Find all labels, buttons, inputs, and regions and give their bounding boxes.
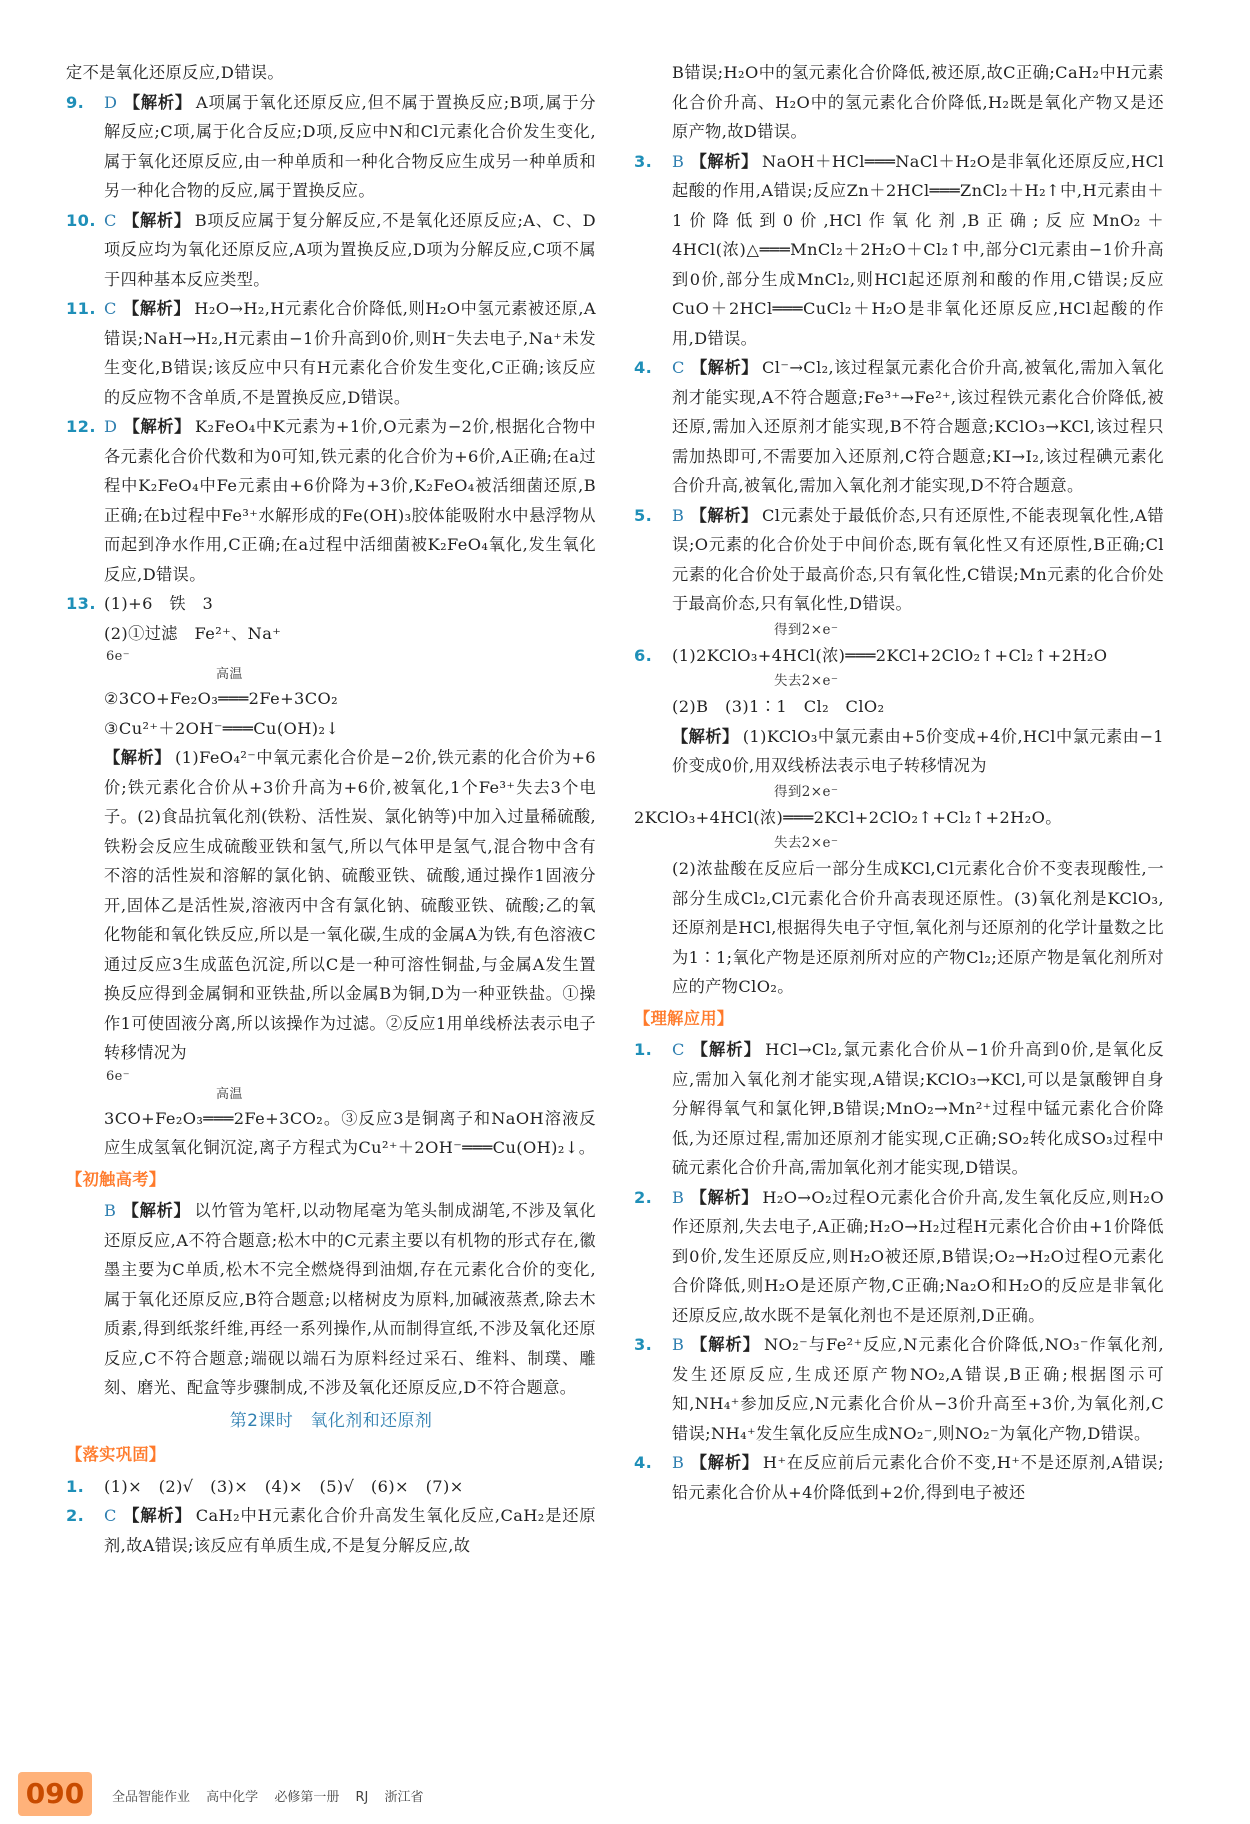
electron-loss-label: 失去2×e⁻ [774,835,839,851]
analysis-label: 【解析】 [690,1453,759,1472]
analysis-text: Cl元素处于最低价态,只有还原性,不能表现氧化性,A错误;O元素的化合价处于中间价态,既有氧化性又有还原性,B正确;Cl元素的化合价处于最高价态,只有氧化性,C错误;Mn元素的化合价处于最高价态,只有氧化性,D错误。 [672,505,1164,613]
question-number: 5. [634,505,653,525]
answer: B [672,1335,685,1354]
answer-part-2: (2)B (3)1∶1 Cl₂ ClO₂ [672,697,885,716]
answer: C [672,358,685,377]
question-4 [634,353,1164,501]
analysis-text: H⁺在反应前后元素化合价不变,H⁺不是还原剂,A错误;铅元素化合价从+4价降低到+2价,得到电子被还 [672,1453,1164,1502]
answer: C [104,299,117,318]
question-number: 1. [66,1476,85,1496]
answer: B [672,1187,685,1207]
question-10 [66,206,596,295]
question-9 [66,88,596,206]
question-4 [634,1448,1164,1507]
continued-text: B错误;H₂O中的氢元素化合价降低,被还原,故C正确;CaH₂中H元素化合价升高、H₂O中的氢元素化合价降低,H₂既是氧化产物又是还原产物,故D错误。 [672,63,1164,141]
question-number: 6. [634,645,653,665]
question-number: 4. [634,358,653,377]
analysis-text: HCl→Cl₂,氯元素化合价从−1价升高到0价,是氧化反应,需加入氧化剂才能实现,A错误;KClO₃→KCl,可以是氯酸钾自身分解得氧气和氯化钾,B错误;MnO₂→Mn²⁺过程中锰元素化合价降低,为还原过程,需加还原剂才能实现,C正确;SO₂转化成SO₃过程中硫元素化合价升高,需加氧化剂才能实现,D错误。 [672,1040,1164,1177]
analysis-text: (1)KClO₃中氯元素由+5价变成+4价,HCl中氯元素由−1价变成0价,用双线桥法表示电子转移情况为 [672,726,1164,775]
analysis-label: 【解析】 [690,1187,759,1207]
analysis-paragraph [66,743,596,1068]
equation: ③Cu²⁺＋2OH⁻═══Cu(OH)₂↓ [104,718,340,738]
reaction-condition: 高温 [216,1086,243,1102]
question-3 [634,1330,1164,1448]
question-number: 4. [634,1453,653,1472]
question-number: 10. [66,210,96,230]
equation: 3CO+Fe₂O₃═══2Fe+3CO₂ [104,1108,324,1128]
intro-line: 定不是氧化还原反应,D错误。 [66,63,284,82]
question-2 [66,1501,596,1560]
analysis-label: 【解析】 [122,299,191,318]
answer-text: (1)× (2)√ (3)× (4)× (5)√ (6)× (7)× [104,1476,464,1496]
answer: D [104,92,118,112]
answer: B [672,505,685,525]
question-1 [66,1472,596,1502]
analysis-label: 【解析】 [690,1040,762,1059]
section-title: 【理解应用】 [634,1008,734,1028]
analysis-text: NaOH＋HCl═══NaCl＋H₂O是非氧化还原反应,HCl起酸的作用,A错误;反应Zn＋2HCl═══ZnCl₂＋H₂↑中,H元素由＋1价降低到0价,HCl作氧化剂,B正确;反应MnO₂＋4HCl(浓)△═══MnCl₂＋2H₂O＋Cl₂↑中,部分Cl元素由−1价升高到0价,部分生成MnCl₂,则HCl起还原剂和酸的作用,C错误;反应CuO＋2HCl═══CuCl₂＋H₂O是非氧化还原反应,HCl起酸的作用,D错误。 [672,151,1164,348]
analysis-text: A项属于氧化还原反应,但不属于置换反应;B项,属于分解反应;C项,属于化合反应;D项,反应中N和Cl元素化合价发生变化,属于氧化还原反应,由一种单质和一种化合物反应生成另一种单质和另一种化合物的反应,属于置换反应。 [104,92,596,200]
question-number: 2. [66,1506,85,1525]
question-12 [66,412,596,589]
electron-gain-label: 得到2×e⁻ [774,783,839,800]
edition: RJ [355,1790,369,1805]
analysis-label: 【解析】 [690,1335,760,1354]
analysis-text: H₂O→H₂,H元素化合价降低,则H₂O中氢元素被还原,A错误;NaH→H₂,H元素由−1价升高到0价,则H⁻失去电子,Na⁺未发生变化,B错误;该反应中只有H元素化合价发生变化,C正确;该反应的反应物不含单质,不是置换反应,D错误。 [104,299,596,407]
reaction-condition: 高温 [216,667,243,682]
book-name: 必修第一册 [274,1790,340,1805]
analysis-label: 【解析】 [672,726,739,746]
question-number: 9. [66,92,85,112]
analysis-label: 【解析】 [123,92,192,112]
left-column [66,58,596,1560]
analysis-label: 【解析】 [690,358,759,377]
lesson-title: 第2课时 氧化剂和还原剂 [229,1410,433,1431]
question-13 [66,589,596,619]
analysis-label: 【解析】 [690,505,759,525]
analysis-text: (2)浓盐酸在反应后一部分生成KCl,Cl元素化合价不变表现酸性,一部分生成Cl₂,Cl元素化合价升高表现还原性。(3)氧化剂是KClO₃,还原剂是HCl,根据得失电子守恒,氧化剂与还原剂的化学计量数之比为1∶1;氧化产物是还原剂所对应的产物Cl₂;还原产物是氧化剂所对应的产物ClO₂。 [672,859,1164,996]
section-title: 【落实巩固】 [66,1445,166,1464]
analysis-paragraph [66,1196,596,1403]
answer: D [104,417,118,436]
answer-part-1: (1)+6 铁 3 [104,594,214,613]
question-number: 12. [66,417,96,436]
question-number: 13. [66,594,96,613]
analysis-text: CaH₂中H元素化合价升高发生氧化反应,CaH₂是还原剂,故A错误;该反应有单质生成,不是复分解反应,故 [104,1506,596,1555]
footer-info [112,1786,436,1805]
right-column [634,58,1164,1507]
brand-name: 全品智能作业 [112,1790,191,1805]
question-number: 2. [634,1187,653,1207]
equation: 2KClO₃+4HCl(浓)═══2KCl+2ClO₂↑+Cl₂↑+2H₂O。 [634,807,1062,827]
answer: B [672,151,685,171]
analysis-text: K₂FeO₄中K元素为+1价,O元素为−2价,根据化合物中各元素化合价代数和为0可知,铁元素的化合价为+6价,A正确;在a过程中K₂FeO₄中Fe元素由+6价降为+3价,K₂FeO₄被活细菌还原,B正确;在b过程中Fe³⁺水解形成的Fe(OH)₃胶体能吸附水中悬浮物从而起到净水作用,C正确;在a过程中活细菌被K₂FeO₄氧化,发生氧化反应,D错误。 [104,417,596,584]
question-number: 1. [634,1040,653,1059]
analysis-paragraph [66,1104,596,1163]
region: 浙江省 [384,1790,424,1805]
analysis-label: 【解析】 [690,151,758,171]
answer: C [104,210,117,230]
page-number: 090 [18,1772,92,1816]
question-number: 3. [634,1335,653,1354]
analysis-text: Cl⁻→Cl₂,该过程氯元素化合价升高,被氧化,需加入氧化剂才能实现,A不符合题意;Fe³⁺→Fe²⁺,该过程铁元素化合价降低,被还原,需加入还原剂才能实现,B不符合题意;KClO₃→KCl,该过程只需加热即可,不需要加入还原剂,C符合题意;KI→I₂,该过程碘元素化合价升高,被氧化,需加入氧化剂才能实现,D不符合题意。 [672,358,1164,495]
electron-loss-label: 失去2×e⁻ [774,673,839,689]
question-1 [634,1035,1164,1183]
analysis-paragraph [634,722,1164,781]
question-11 [66,294,596,412]
answer: B [672,1453,685,1472]
subject: 高中化学 [206,1790,259,1805]
equation: (1)2KClO₃+4HCl(浓)═══2KCl+2ClO₂↑+Cl₂↑+2H₂O [672,645,1108,665]
analysis-text: 。③反应3是铜离子和NaOH溶液反应生成氢氧化铜沉淀,离子方程式为Cu²⁺＋2OH⁻═══Cu(OH)₂↓。 [104,1108,596,1157]
analysis-text: (1)FeO₄²⁻中氧元素化合价是−2价,铁元素的化合价为+6价;铁元素化合价从+3价升高为+6价,被氧化,1个Fe³⁺失去3个电子。(2)食品抗氧化剂(铁粉、活性炭、氯化钠等)中加入过量稀硫酸,铁粉会反应生成硫酸亚铁和氢气,所以气体甲是氢气,混合物中含有不溶的活性炭和溶解的氯化钠、硫酸亚铁、硫酸,通过操作1固液分开,固体乙是活性炭,溶液丙中含有氯化钠、硫酸亚铁、硫酸;乙的氧化物能和氧化铁反应,所以是一氧化碳,生成的金属A为铁,有色溶液C通过反应3生成蓝色沉淀,所以C是一种可溶性铜盐,与金属A发生置换反应得到金属铜和亚铁盐,所以金属B为铜,D为一种亚铁盐。①操作1可使固液分离,所以该操作为过滤。②反应1用单线桥法表示电子转移情况为 [104,748,597,1062]
analysis-text: NO₂⁻与Fe²⁺反应,N元素化合价降低,NO₃⁻作氧化剂,发生还原反应,生成还原产物NO₂,A错误,B正确;根据图示可知,NH₄⁺参加反应,N元素化合价从−3价升高至+3价,为氧化剂,C错误;NH₄⁺发生氧化反应生成NO₂⁻,则NO₂⁻为氧化产物,D错误。 [672,1335,1164,1443]
page-footer [0,1758,1250,1824]
question-number: 11. [66,299,96,318]
analysis-text: 以竹管为笔杆,以动物尾毫为笔头制成湖笔,不涉及氧化还原反应,A不符合题意;松木中的C元素主要以有机物的形式存在,徽墨主要为C单质,松木不完全燃烧得到油烟,存在元素化合价的变化,属于氧化还原反应,B符合题意;以楮树皮为原料,加碱液蒸煮,除去木质素,得到纸浆纤维,再经一系列操作,从而制得宣纸,不涉及氧化还原反应,C不符合题意;端砚以端石为原料经过采石、维料、制璞、雕刻、磨光、配盒等步骤制成,不涉及氧化还原反应,D不符合题意。 [104,1201,596,1397]
analysis-text: B项反应属于复分解反应,不是氧化还原反应;A、C、D项反应均为氧化还原反应,A项为置换反应,D项为分解反应,C项不属于四种基本反应类型。 [104,210,596,289]
answer: C [672,1040,685,1059]
electron-transfer-label: 6e⁻ [106,1068,131,1084]
analysis-label: 【解析】 [122,1201,191,1220]
analysis-label: 【解析】 [122,210,191,230]
answer-part-2: (2)①过滤 Fe²⁺、Na⁺ [104,623,282,643]
section-title: 【初触高考】 [66,1169,166,1189]
electron-gain-label: 得到2×e⁻ [774,621,839,638]
analysis-label: 【解析】 [122,1506,192,1525]
question-number: 3. [634,151,653,171]
analysis-label: 【解析】 [104,748,171,767]
question-5 [634,501,1164,619]
analysis-label: 【解析】 [123,417,191,436]
electron-transfer-label: 6e⁻ [106,649,131,664]
question-2 [634,1183,1164,1331]
question-3 [634,147,1164,354]
answer: B [104,1201,117,1220]
equation: ②3CO+Fe₂O₃═══2Fe+3CO₂ [104,689,339,708]
question-6 [634,641,1164,671]
answer: C [104,1506,117,1525]
analysis-text: H₂O→O₂过程O元素化合价升高,发生氧化反应,则H₂O作还原剂,失去电子,A正确;H₂O→H₂过程H元素化合价由+1价降低到0价,发生还原反应,则H₂O被还原,B错误;O₂→H₂O过程O元素化合价降低,则H₂O是还原产物,C正确;Na₂O和H₂O的反应是非氧化还原反应,故水既不是氧化剂也不是还原剂,D正确。 [672,1187,1164,1325]
